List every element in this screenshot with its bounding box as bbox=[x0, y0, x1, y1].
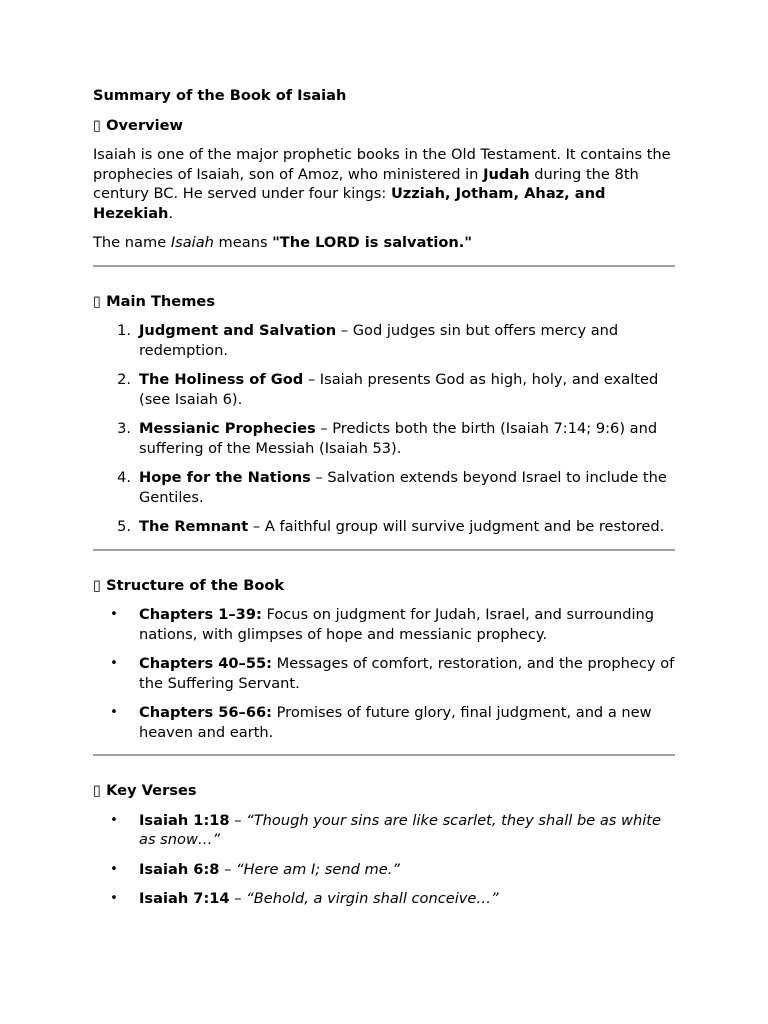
structure-title: Chapters 1–39: bbox=[139, 606, 262, 623]
name-meaning-text: The name bbox=[93, 234, 171, 251]
list-item bbox=[93, 517, 675, 537]
themes-heading-text: Main Themes bbox=[106, 292, 216, 310]
overview-emphasis-judah: Judah bbox=[483, 165, 530, 183]
verses-heading-text: Key Verses bbox=[106, 782, 197, 799]
verse-dash: – bbox=[229, 890, 247, 907]
list-item bbox=[93, 703, 675, 742]
list-item bbox=[93, 654, 675, 693]
name-meaning-quote: "The LORD is salvation." bbox=[272, 234, 472, 251]
structure-list bbox=[93, 605, 675, 742]
missing-glyph-icon: ▯ bbox=[93, 116, 102, 134]
theme-title: Hope for the Nations bbox=[139, 469, 311, 486]
bullet-icon: • bbox=[110, 891, 118, 906]
overview-text: during the 8th century BC. He served under four kings: bbox=[93, 165, 639, 202]
theme-title: Judgment and Salvation bbox=[139, 322, 337, 339]
structure-heading bbox=[93, 576, 675, 596]
themes-list bbox=[93, 321, 675, 537]
document-title: Summary of the Book of Isaiah bbox=[93, 87, 347, 104]
section-divider bbox=[93, 549, 675, 551]
list-item bbox=[93, 605, 675, 644]
verse-quote: “Here am I; send me.” bbox=[236, 860, 400, 878]
list-item bbox=[93, 889, 675, 909]
missing-glyph-icon: ▯ bbox=[93, 782, 102, 799]
bullet-icon: • bbox=[110, 812, 118, 828]
verse-reference: Isaiah 7:14 bbox=[139, 890, 230, 907]
bullet-icon: • bbox=[110, 607, 118, 622]
verse-reference: Isaiah 1:18 bbox=[139, 811, 230, 829]
overview-text: Isaiah is one of the major prophetic books in the Old Testament. It contains the prophecies of Isaiah, son of Amoz, who ministered in bbox=[93, 146, 671, 183]
section-divider bbox=[93, 754, 675, 756]
overview-paragraph bbox=[93, 145, 675, 223]
verses-list bbox=[93, 811, 675, 909]
theme-text: – God judges sin but offers mercy and redemption. bbox=[139, 322, 619, 359]
list-item bbox=[93, 419, 675, 458]
list-item bbox=[93, 811, 675, 850]
list-number: 2. bbox=[117, 371, 131, 388]
theme-text: – Predicts both the birth (Isaiah 7:14; 9:6) and suffering of the Messiah (Isaiah 53). bbox=[139, 420, 658, 457]
verse-quote: “Though your sins are like scarlet, they shall be as white as snow…” bbox=[139, 811, 661, 848]
list-number: 4. bbox=[117, 469, 131, 486]
missing-glyph-icon: ▯ bbox=[93, 576, 102, 594]
verse-dash: – bbox=[229, 811, 247, 829]
structure-text: Focus on judgment for Judah, Israel, and surrounding nations, with glimpses of hope and messianic prophecy. bbox=[139, 606, 655, 643]
bullet-icon: • bbox=[110, 656, 118, 671]
section-divider bbox=[93, 265, 675, 267]
structure-title: Chapters 40–55: bbox=[139, 655, 272, 672]
verse-dash: – bbox=[219, 860, 237, 878]
verse-reference: Isaiah 6:8 bbox=[139, 860, 220, 878]
list-number: 5. bbox=[117, 518, 131, 535]
list-item bbox=[93, 321, 675, 360]
theme-title: The Remnant bbox=[139, 518, 249, 535]
verses-heading bbox=[93, 781, 675, 801]
document-page bbox=[93, 86, 675, 919]
list-item bbox=[93, 370, 675, 409]
overview-emphasis-kings: Uzziah, Jotham, Ahaz, and Hezekiah bbox=[93, 185, 606, 222]
theme-title: The Holiness of God bbox=[139, 371, 304, 388]
structure-title: Chapters 56–66: bbox=[139, 704, 272, 721]
list-number: 3. bbox=[117, 420, 131, 437]
theme-text: – Isaiah presents God as high, holy, and exalted (see Isaiah 6). bbox=[139, 371, 659, 408]
name-meaning-text: means bbox=[213, 234, 273, 251]
list-item bbox=[93, 468, 675, 507]
theme-title: Messianic Prophecies bbox=[139, 420, 316, 437]
structure-heading-text: Structure of the Book bbox=[106, 576, 285, 594]
structure-text: Promises of future glory, final judgment, and a new heaven and earth. bbox=[139, 704, 652, 741]
name-meaning-paragraph bbox=[93, 233, 675, 253]
theme-text: – A faithful group will survive judgment and be restored. bbox=[248, 518, 665, 535]
name-meaning-isaiah: Isaiah bbox=[170, 234, 214, 251]
themes-heading bbox=[93, 292, 675, 312]
theme-text: – Salvation extends beyond Israel to include the Gentiles. bbox=[139, 469, 667, 506]
bullet-icon: • bbox=[110, 705, 118, 720]
verse-quote: “Behold, a virgin shall conceive…” bbox=[246, 890, 499, 907]
overview-heading-text: Overview bbox=[106, 116, 184, 134]
missing-glyph-icon: ▯ bbox=[93, 292, 102, 310]
overview-text: . bbox=[168, 204, 174, 222]
overview-heading bbox=[93, 116, 675, 136]
list-number: 1. bbox=[117, 322, 131, 339]
bullet-icon: • bbox=[110, 861, 118, 877]
list-item bbox=[93, 860, 675, 880]
structure-text: Messages of comfort, restoration, and the prophecy of the Suffering Servant. bbox=[139, 655, 675, 692]
